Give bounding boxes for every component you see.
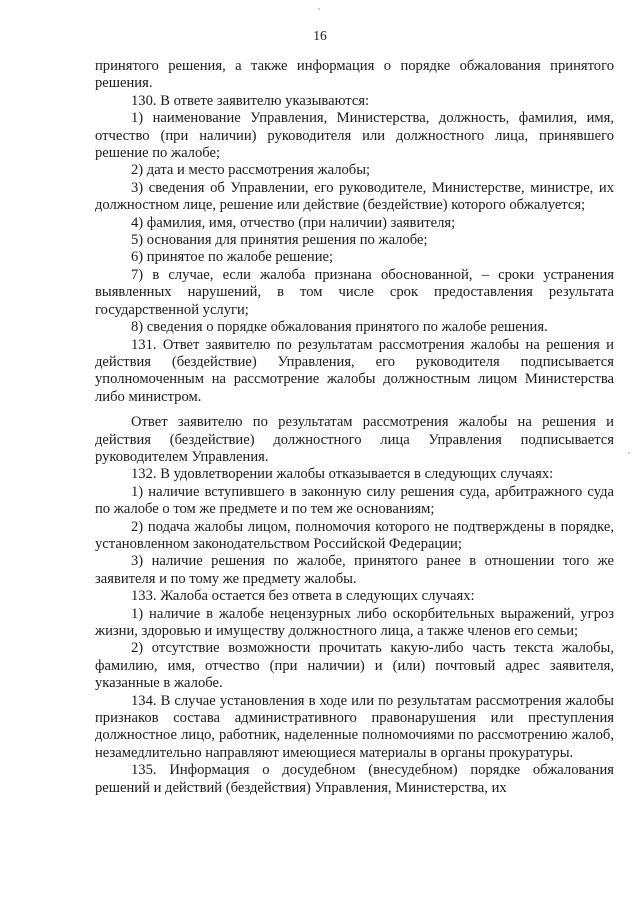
paragraph-135: 135. Информация о досудебном (внесудебном) порядке обжалования решений и действий (бездействия) Управления, Министерства, их xyxy=(95,762,614,796)
paragraph-130-item-2: 2) дата и место рассмотрения жалобы; xyxy=(131,162,371,179)
paragraph-130-item-3: 3) сведения об Управлении, его руководителе, Министерстве, министре, их должностном лице, решение или действие (бездействие) которого обжалуется; xyxy=(95,179,614,214)
page-number: 16 xyxy=(313,28,327,43)
paragraph-130-item-6: 6) принятое по жалобе решение; xyxy=(131,249,334,266)
paragraph-130-item-4: 4) фамилия, имя, отчество (при наличии) заявителя; xyxy=(131,214,456,231)
paragraph-continuation: принятого решения, а также информация о порядке обжалования принятого решения. xyxy=(95,58,614,92)
scan-speck xyxy=(318,8,320,10)
paragraph-130-item-7: 7) в случае, если жалоба признана обоснованной, – сроки устранения выявленных нарушений, в том числе срок предоставления результата государственной услуги; xyxy=(95,266,614,318)
document-body xyxy=(95,58,614,797)
paragraph-132-heading: 132. В удовлетворении жалобы отказывается в следующих случаях: xyxy=(131,466,554,483)
paragraph-133-item-2: 2) отсутствие возможности прочитать какую-либо часть текста жалобы, фамилию, имя, отчество (при наличии) и (или) почтовый адрес заявителя, указанные в жалобе. xyxy=(95,640,614,692)
paragraph-130-item-8: 8) сведения о порядке обжалования принятого по жалобе решения. xyxy=(131,319,548,336)
paragraph-131: 131. Ответ заявителю по результатам рассмотрения жалобы на решения и действия (бездействие) Управления, его руководителя подписывается уполномоченным на рассмотрение жалобы должностным лицом Министерства либо министром. xyxy=(95,336,614,405)
paragraph-132-item-3: 3) наличие решения по жалобе, принятого ранее в отношении того же заявителя и по тому же предмету жалобы. xyxy=(95,553,614,587)
paragraph-132-item-2: 2) подача жалобы лицом, полномочия которого не подтверждены в порядке, установленном законодательством Российской Федерации; xyxy=(95,518,614,552)
paragraph-130-item-1: 1) наименование Управления, Министерства, должность, фамилия, имя, отчество (при наличии) руководителя или должностного лица, принявшего решение по жалобе; xyxy=(95,110,614,162)
paragraph-130-heading: 130. В ответе заявителю указываются: xyxy=(131,92,370,109)
paragraph-131-second: Ответ заявителю по результатам рассмотрения жалобы на решения и действия (бездействие) должностного лица Управления подписывается руководителем Управления. xyxy=(95,414,614,465)
paragraph-134: 134. В случае установления в ходе или по результатам рассмотрения жалобы признаков состава административного правонарушения или преступления должностное лицо, работник, наделенные полномочиями по рассмотрению жалоб, незамедлительно направляют имеющиеся материалы в органы прокуратуры. xyxy=(95,692,614,761)
paragraph-133-item-1: 1) наличие в жалобе нецензурных либо оскорбительных выражений, угроз жизни, здоровью и имуществу должностного лица, а также членов его семьи; xyxy=(95,605,614,639)
paragraph-130-item-5: 5) основания для принятия решения по жалобе; xyxy=(131,232,428,249)
paragraph-132-item-1: 1) наличие вступившего в законную силу решения суда, арбитражного суда по жалобе о том же предмете и по тем же основаниям; xyxy=(95,483,614,518)
scan-speck xyxy=(628,452,630,454)
paragraph-133-heading: 133. Жалоба остается без ответа в следующих случаях: xyxy=(131,588,475,605)
